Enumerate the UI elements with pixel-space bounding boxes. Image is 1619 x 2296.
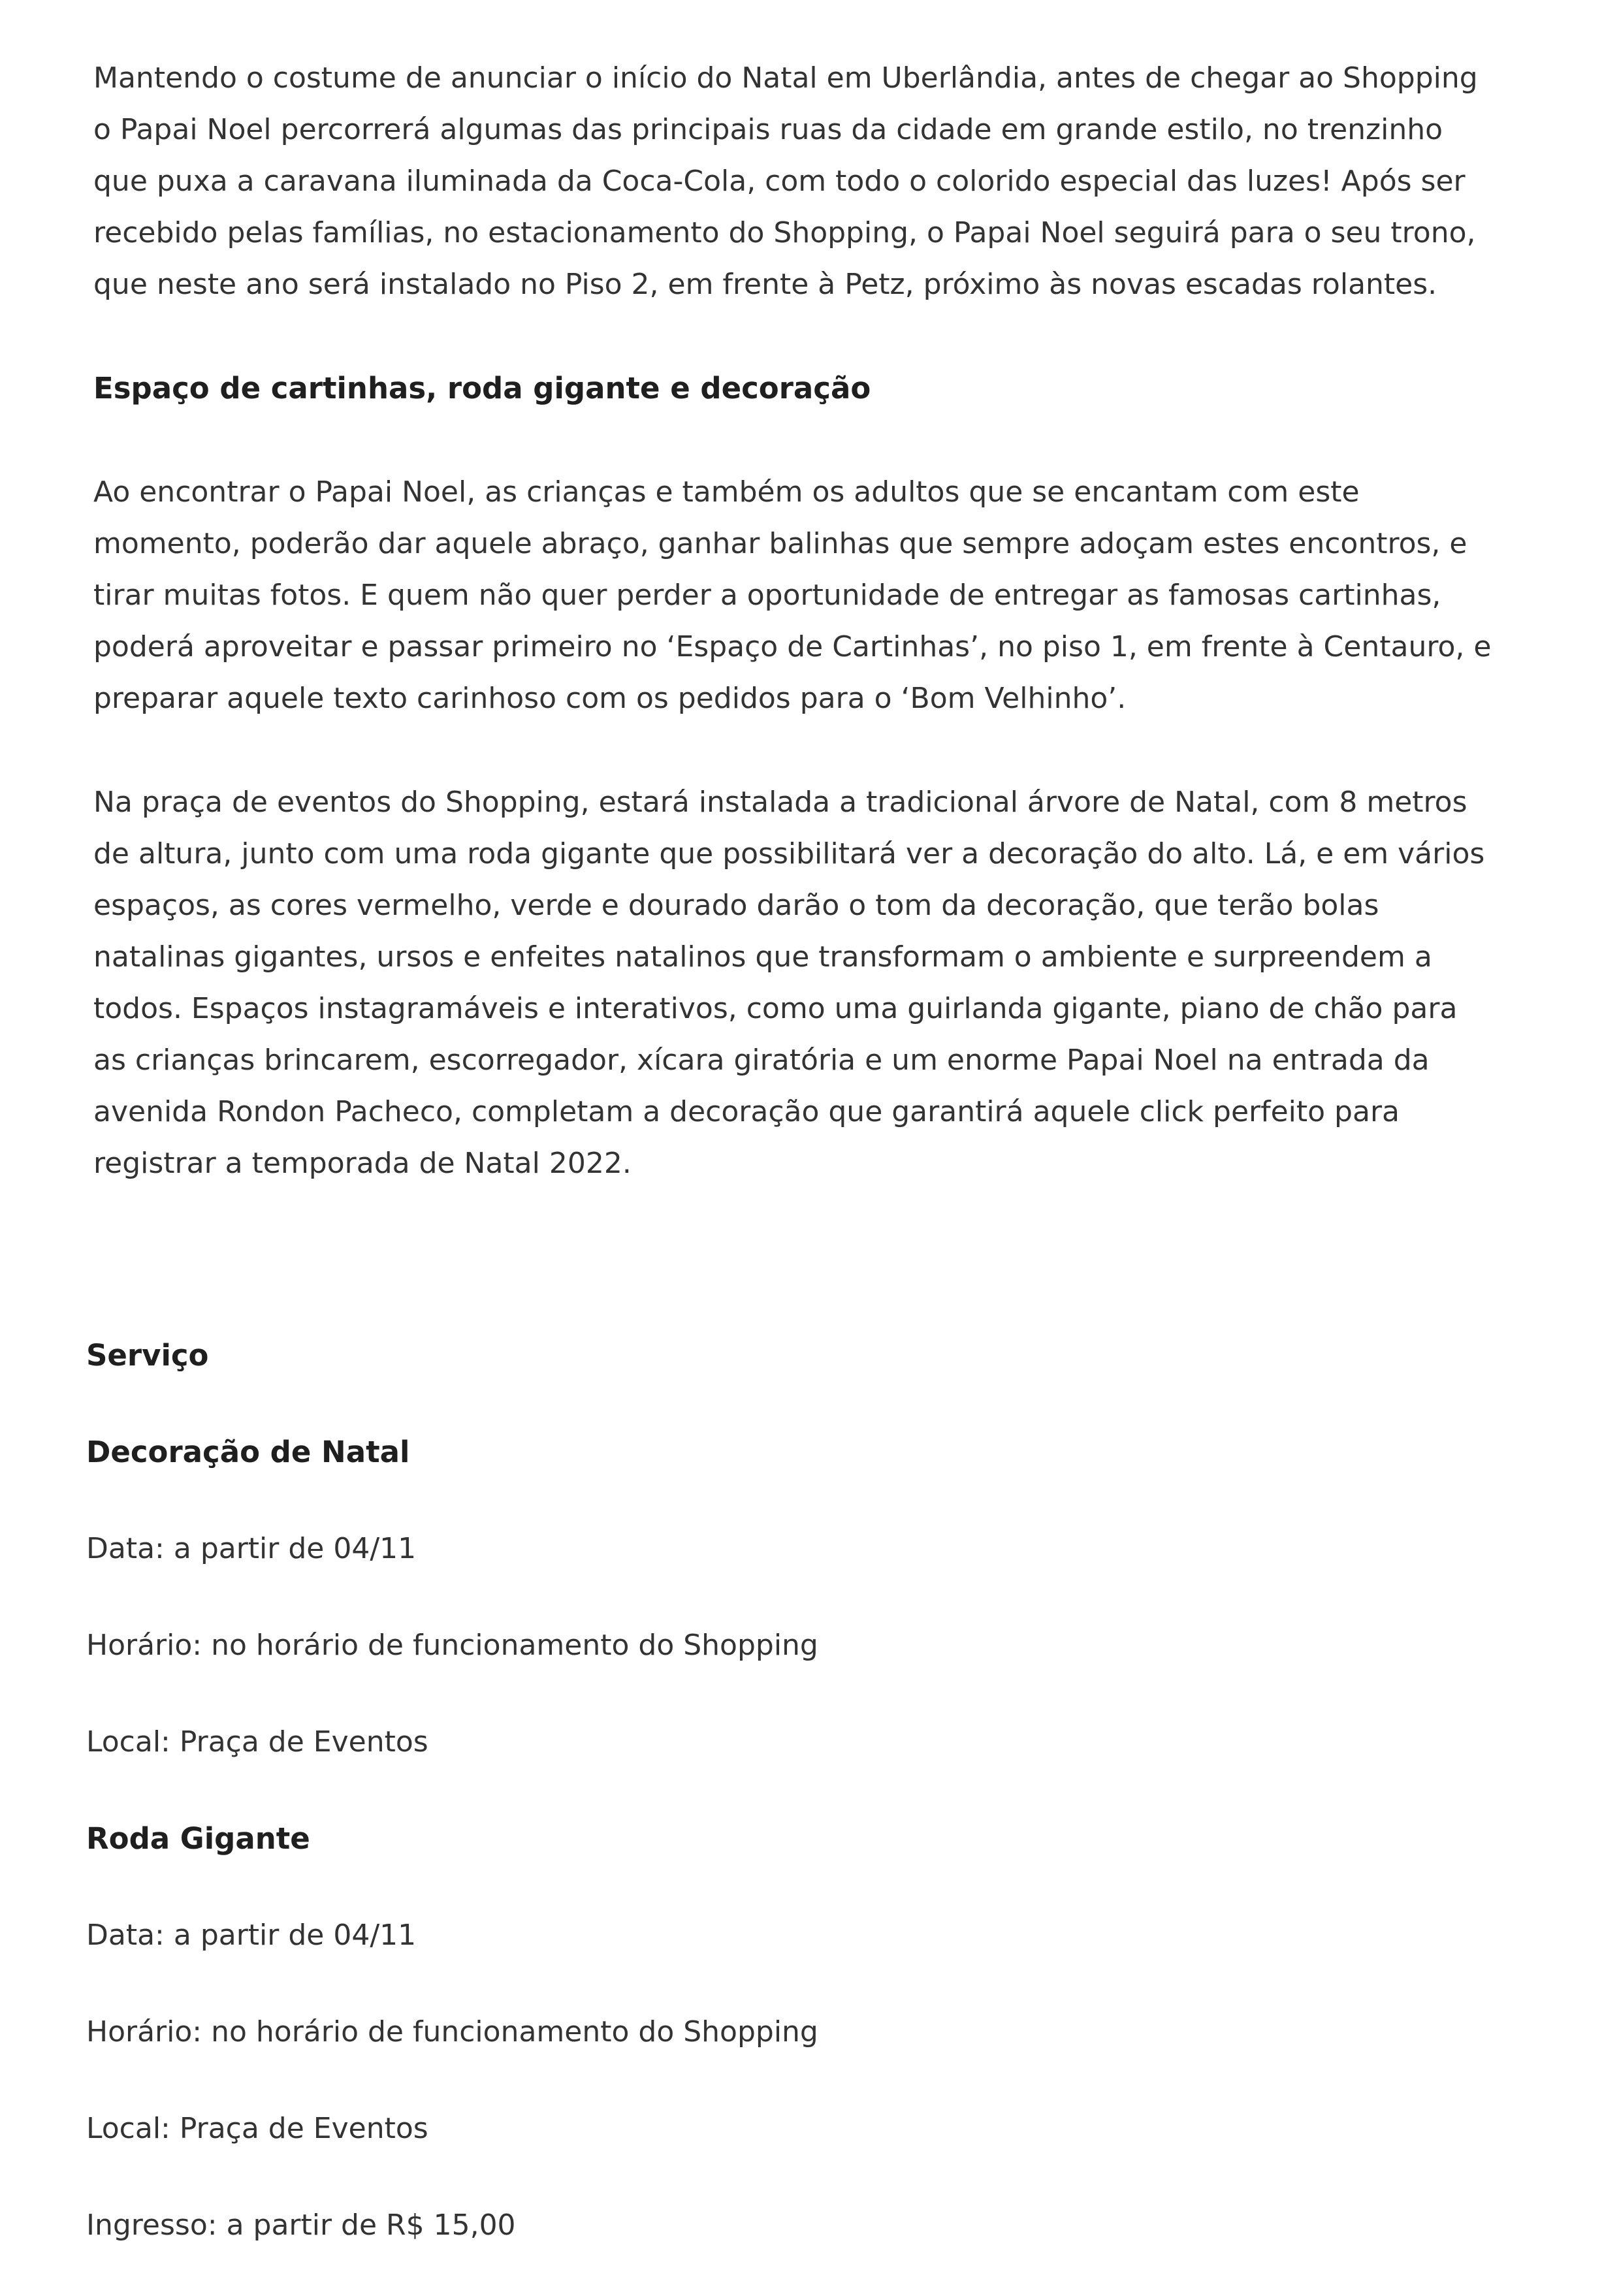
cartinhas-paragraph: Ao encontrar o Papai Noel, as crianças e também os adultos que se encantam com este momento, poderão dar aquele abraço, ganhar balinhas que sempre adoçam estes encontros, e tirar muitas fotos. E quem não quer perder a oportunidade de entregar as famosas cartinhas, poderá aproveitar e passar primeiro no ‘Espaço de Cartinhas’, no piso 1, em frente à Centauro, e preparar aquele texto carinhoso com os pedidos para o ‘Bom Velhinho’. xyxy=(93,475,1492,715)
spacer xyxy=(93,310,1498,362)
roda-hours: Horário: no horário de funcionamento do Shopping xyxy=(86,2015,818,2049)
roda-title: Roda Gigante xyxy=(86,1821,310,1856)
decoracao-location: Local: Praça de Eventos xyxy=(86,1725,428,1759)
roda-date: Data: a partir de 04/11 xyxy=(86,1919,417,1952)
decoracao-hours: Horário: no horário de funcionamento do Shopping xyxy=(86,1629,818,1662)
roda-ticket: Ingresso: a partir de R$ 15,00 xyxy=(86,2208,516,2242)
decoracao-paragraph: Na praça de eventos do Shopping, estará instalada a tradicional árvore de Natal, com 8 metros de altura, junto com uma roda gigante que possibilitará ver a decoração do alto. Lá, e em vários espaços, as cores vermelho, verde e dourado darão o tom da decoração, que terão bolas natalinas gigantes, ursos e enfeites natalinos que transformam o ambiente e surpreendem a todos. Espaços instagramáveis e interativos, como uma guirlanda gigante, piano de chão para as crianças brincarem, escorregador, xícara giratória e um enorme Papai Noel na entrada da avenida Rondon Pacheco, completam a decoração que garantirá aquele click perfeito para registrar a temporada de Natal 2022. xyxy=(93,786,1485,1180)
roda-location: Local: Praça de Eventos xyxy=(86,2112,428,2145)
decoracao-date: Data: a partir de 04/11 xyxy=(86,1532,417,1565)
section-subheading: Espaço de cartinhas, roda gigante e decoração xyxy=(93,371,871,406)
service-info xyxy=(86,1330,1490,2296)
spacer xyxy=(93,724,1498,776)
service-heading: Serviço xyxy=(86,1338,209,1373)
decoracao-title: Decoração de Natal xyxy=(86,1435,410,1469)
article-body xyxy=(93,52,1498,1189)
intro-paragraph: Mantendo o costume de anunciar o início do Natal em Uberlândia, antes de chegar ao Shopping o Papai Noel percorrerá algumas das principais ruas da cidade em grande estilo, no trenzinho que puxa a caravana iluminada da Coca-Cola, com todo o colorido especial das luzes! Após ser recebido pelas famílias, no estacionamento do Shopping, o Papai Noel seguirá para o seu trono, que neste ano será instalado no Piso 2, em frente à Petz, próximo às novas escadas rolantes. xyxy=(93,61,1478,301)
spacer xyxy=(93,414,1498,466)
